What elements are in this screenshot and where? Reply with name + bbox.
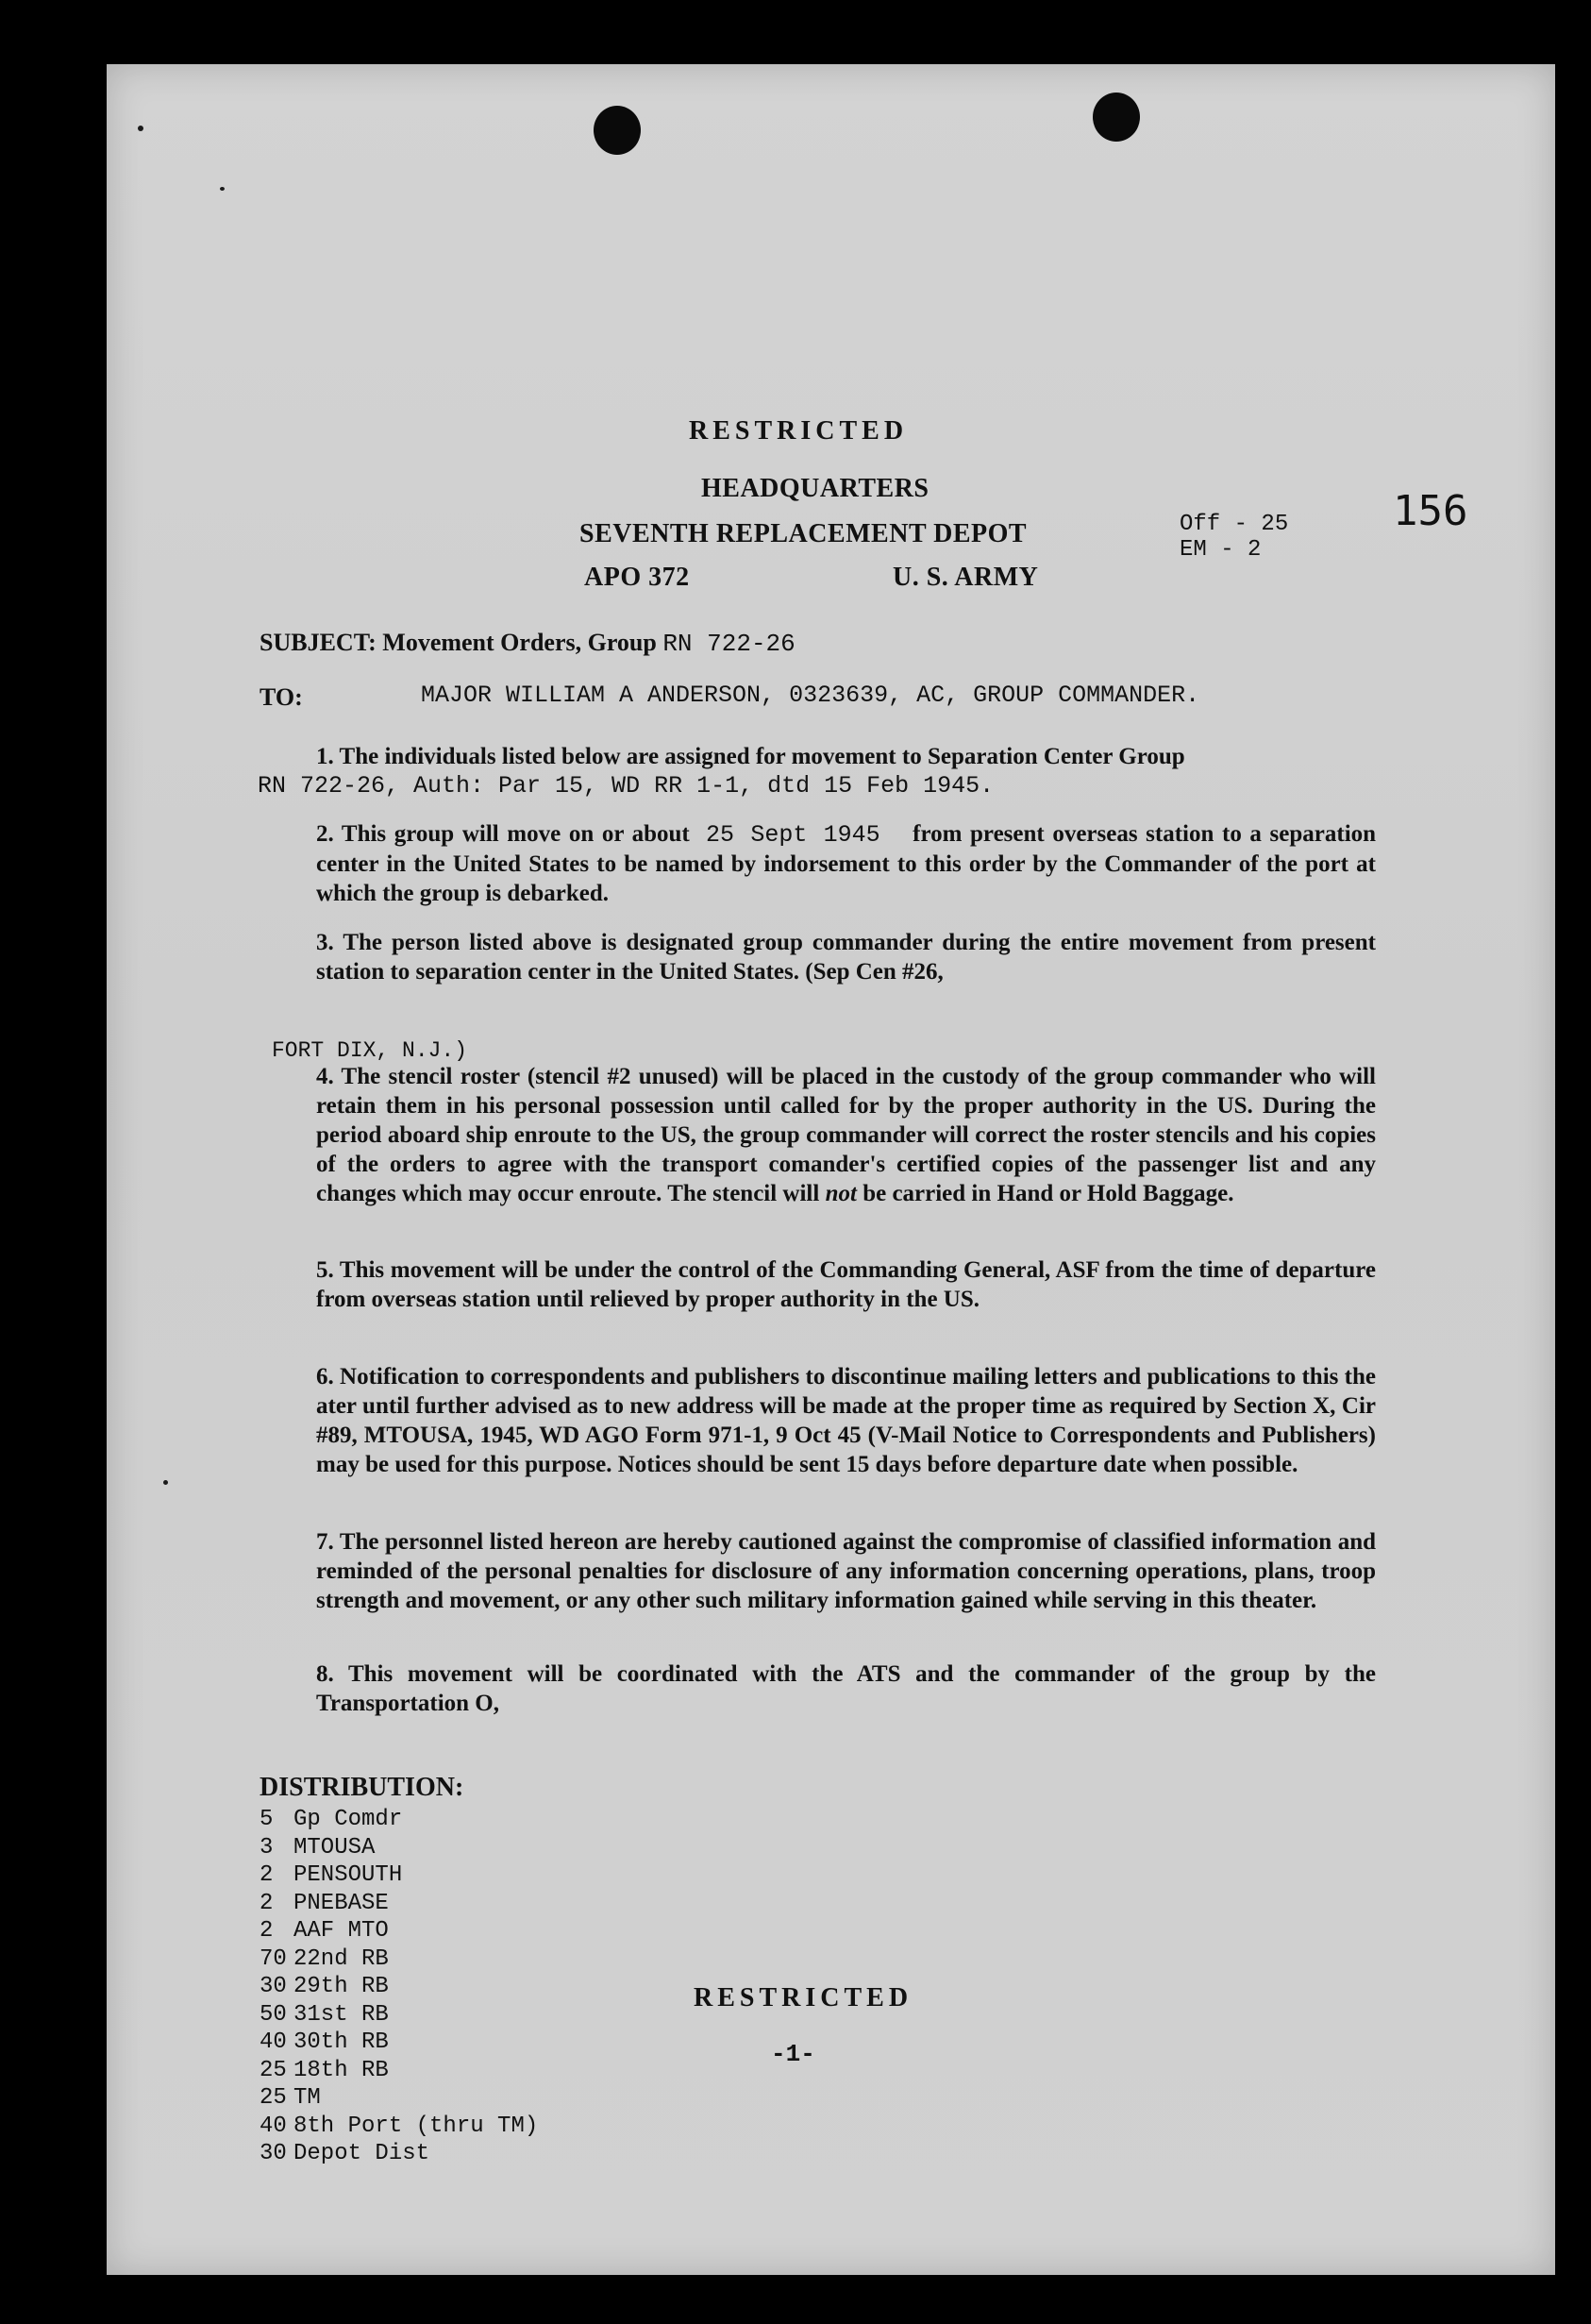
speck-mark [138,126,143,131]
subject-group: RN 722-26 [662,630,796,658]
document-number: 156 [1393,487,1468,535]
speck-mark [163,1480,168,1485]
distribution-title: DISTRIBUTION: [260,1773,464,1802]
paragraph-2: 2. This group will move on or about 25 Sept 1945 from present overseas station to a separation center in the United States to be named by indorsement to this order by the Commander of the port at which the group is debarked. [316,821,1377,906]
subject-label: SUBJECT: [260,629,377,656]
distribution-item: 40 30th RB [260,2029,389,2055]
separation-center-typed: FORT DIX, N.J.) [272,1038,468,1063]
paragraph-1: 1. The individuals listed below are assigned for movement to Separation Center Group RN 722-26, Auth: Par 15, WD RR 1-1, dtd 15 Feb 1945. [258,744,1185,800]
to-line [260,683,303,712]
distribution-item: 50 31st RB [260,2001,389,2028]
distribution-item: 2 PENSOUTH [260,1862,403,1888]
header-headquarters: HEADQUARTERS [701,474,929,503]
header-army: U. S. ARMY [893,563,1039,592]
distribution-item: 5 Gp Comdr [260,1807,403,1832]
paragraph-3: 3. The person listed above is designated group commander during the entire movement from present station to separation center in the United States. (Sep Cen #26, [316,930,1376,985]
punch-hole-left [594,106,641,155]
enlisted-count: EM - 2 [1180,537,1262,563]
distribution-item: 30 Depot Dist [260,2141,430,2166]
departure-date: 25 Sept 1945 [705,821,880,849]
distribution-item: 25 18th RB [260,2057,389,2083]
distribution-item: 40 8th Port (thru TM) [260,2113,539,2139]
classification-top: RESTRICTED [689,416,909,446]
distribution-item: 2 PNEBASE [260,1890,389,1916]
header-unit-name: SEVENTH REPLACEMENT DEPOT [579,519,1028,548]
document-page [107,64,1555,2275]
paragraph-8: 8. This movement will be coordinated with the ATS and the commander of the group by the Transportation O, [316,1661,1376,1716]
punch-hole-right [1093,93,1140,142]
officer-count: Off - 25 [1180,512,1289,537]
classification-bottom: RESTRICTED [694,1983,913,2012]
page-number: -1- [771,2040,815,2068]
to-label: TO: [260,683,303,711]
distribution-item: 25 TM [260,2085,321,2111]
paragraph-4: 4. The stencil roster (stencil #2 unused) will be placed in the custody of the group commander who will retain them in his personal possession until called for by the proper authority in the US. During the period aboard ship enroute to the US, the group commander will correct the roster stencils and his copies of the orders to agree with the transport comander's certified copies of the passenger list and any changes which may occur enroute. The stencil will not be carried in Hand or Hold Baggage. [316,1064,1376,1206]
paragraph-7: 7. The personnel listed hereon are hereby cautioned against the compromise of classified information and reminded of the personal penalties for disclosure of any information concerning operations, plans, troop strength and movement, or any other such military information gained while serving in this theater. [316,1529,1376,1613]
distribution-item: 70 22nd RB [260,1945,389,1972]
distribution-item: 30 29th RB [260,1974,389,1999]
paragraph-6: 6. Notification to correspondents and publishers to discontinue mailing letters and publications to this the ater until further advised as to new address will be made at the proper time as required by Section X, Cir #89, MTOUSA, 1945, WD AGO Form 971-1, 9 Oct 45 (V-Mail Notice to Correspondents and Publishers) may be used for this purpose. Notices should be sent 15 days before departure date when possible. [316,1364,1376,1477]
distribution-item: 2 AAF MTO [260,1918,389,1944]
distribution-list [260,1806,538,2168]
paragraph-5: 5. This movement will be under the control of the Commanding General, ASF from the time of departure from overseas station until relieved by proper authority in the US. [316,1257,1376,1312]
addressee: MAJOR WILLIAM A ANDERSON, 0323639, AC, GROUP COMMANDER. [421,682,1200,709]
speck-mark [220,187,225,191]
subject-line [260,629,796,658]
header-apo: APO 372 [584,563,690,592]
subject-text: Movement Orders, Group [382,629,657,656]
distribution-item: 3 MTOUSA [260,1834,376,1861]
